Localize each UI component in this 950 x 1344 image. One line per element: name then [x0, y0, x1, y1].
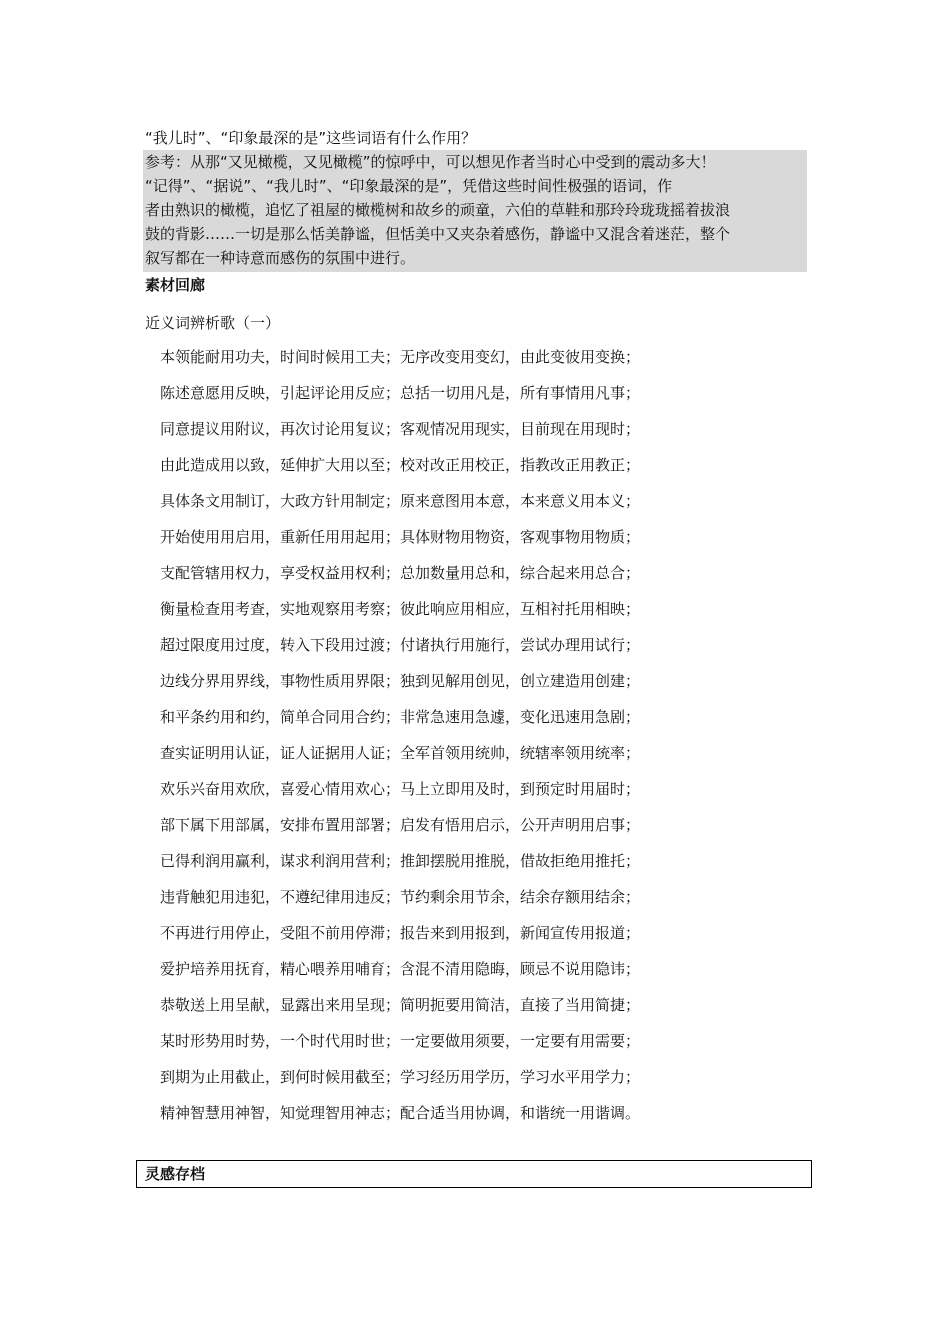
verse-line: 恭敬送上用呈献，显露出来用呈现；简明扼要用简洁，直接了当用简捷；: [160, 996, 641, 1014]
reference-answer-box: [143, 150, 807, 272]
verse-line: 衡量检查用考查，实地观察用考察；彼此响应用相应，互相衬托用相映；: [160, 600, 641, 618]
inspiration-archive-title: 灵感存档: [145, 1165, 206, 1183]
answer-line: 者由熟识的橄榄，追忆了祖屋的橄榄树和故乡的顽童，六伯的草鞋和那玲玲珑珑摇着拔浪: [145, 201, 731, 219]
verse-line: 和平条约用和约，简单合同用合约；非常急速用急遽，变化迅速用急剧；: [160, 708, 641, 726]
section-title: 素材回廊: [145, 276, 206, 294]
verse-line: 到期为止用截止，到何时候用截至；学习经历用学历，学习水平用学力；: [160, 1068, 641, 1086]
question-text: “我儿时”、“印象最深的是”这些词语有什么作用？: [145, 129, 477, 147]
verse-line: 爱护培养用抚育，精心喂养用哺育；含混不清用隐晦，顾忌不说用隐讳；: [160, 960, 641, 978]
inspiration-archive-box: [136, 1160, 812, 1188]
verse-line: 欢乐兴奋用欢欣，喜爱心情用欢心；马上立即用及时，到预定时用届时；: [160, 780, 641, 798]
verse-line: 精神智慧用神智，知觉理智用神志；配合适当用协调，和谐统一用谐调。: [160, 1104, 641, 1122]
verse-list: [160, 345, 640, 1137]
verse-line: 某时形势用时势，一个时代用时世；一定要做用须要，一定要有用需要；: [160, 1032, 641, 1050]
verse-line: 同意提议用附议，再次讨论用复议；客观情况用现实，目前现在用现时；: [160, 420, 641, 438]
verse-line: 边线分界用界线，事物性质用界限；独到见解用创见，创立建造用创建；: [160, 672, 641, 690]
verse-line: 具体条文用制订，大政方针用制定；原来意图用本意，本来意义用本义；: [160, 492, 641, 510]
answer-line: 叙写都在一种诗意而感伤的氛围中进行。: [145, 249, 416, 267]
verse-line: 本领能耐用功夫，时间时候用工夫；无序改变用变幻，由此变彼用变换；: [160, 348, 641, 366]
verse-line: 违背触犯用违犯，不遵纪律用违反；节约剩余用节余，结余存额用结余；: [160, 888, 641, 906]
verse-line: 已得利润用赢利，谋求利润用营利；推卸摆脱用推脱，借故拒绝用推托；: [160, 852, 641, 870]
subtitle: 近义词辨析歌（一）: [145, 314, 281, 332]
verse-line: 陈述意愿用反映，引起评论用反应；总括一切用凡是，所有事情用凡事；: [160, 384, 641, 402]
answer-line: “记得”、“据说”、“我儿时”、“印象最深的是”，凭借这些时间性极强的语词，作: [145, 177, 673, 195]
verse-line: 支配管辖用权力，享受权益用权利；总加数量用总和，综合起来用总合；: [160, 564, 641, 582]
answer-line: 参考：从那“又见橄榄，又见橄榄”的惊呼中，可以想见作者当时心中受到的震动多大！: [145, 153, 716, 171]
verse-line: 查实证明用认证，证人证据用人证；全军首领用统帅，统辖率领用统率；: [160, 744, 641, 762]
verse-line: 部下属下用部属，安排布置用部署；启发有悟用启示，公开声明用启事；: [160, 816, 641, 834]
verse-line: 由此造成用以致，延伸扩大用以至；校对改正用校正，指教改正用教正；: [160, 456, 641, 474]
verse-line: 超过限度用过度，转入下段用过渡；付诸执行用施行，尝试办理用试行；: [160, 636, 641, 654]
answer-line: 鼓的背影……一切是那么恬美静谧，但恬美中又夹杂着感伤，静谧中又混含着迷茫，整个: [145, 225, 731, 243]
verse-line: 不再进行用停止，受阻不前用停滞；报告来到用报到，新闻宣传用报道；: [160, 924, 641, 942]
verse-line: 开始使用用启用，重新任用用起用；具体财物用物资，客观事物用物质；: [160, 528, 641, 546]
